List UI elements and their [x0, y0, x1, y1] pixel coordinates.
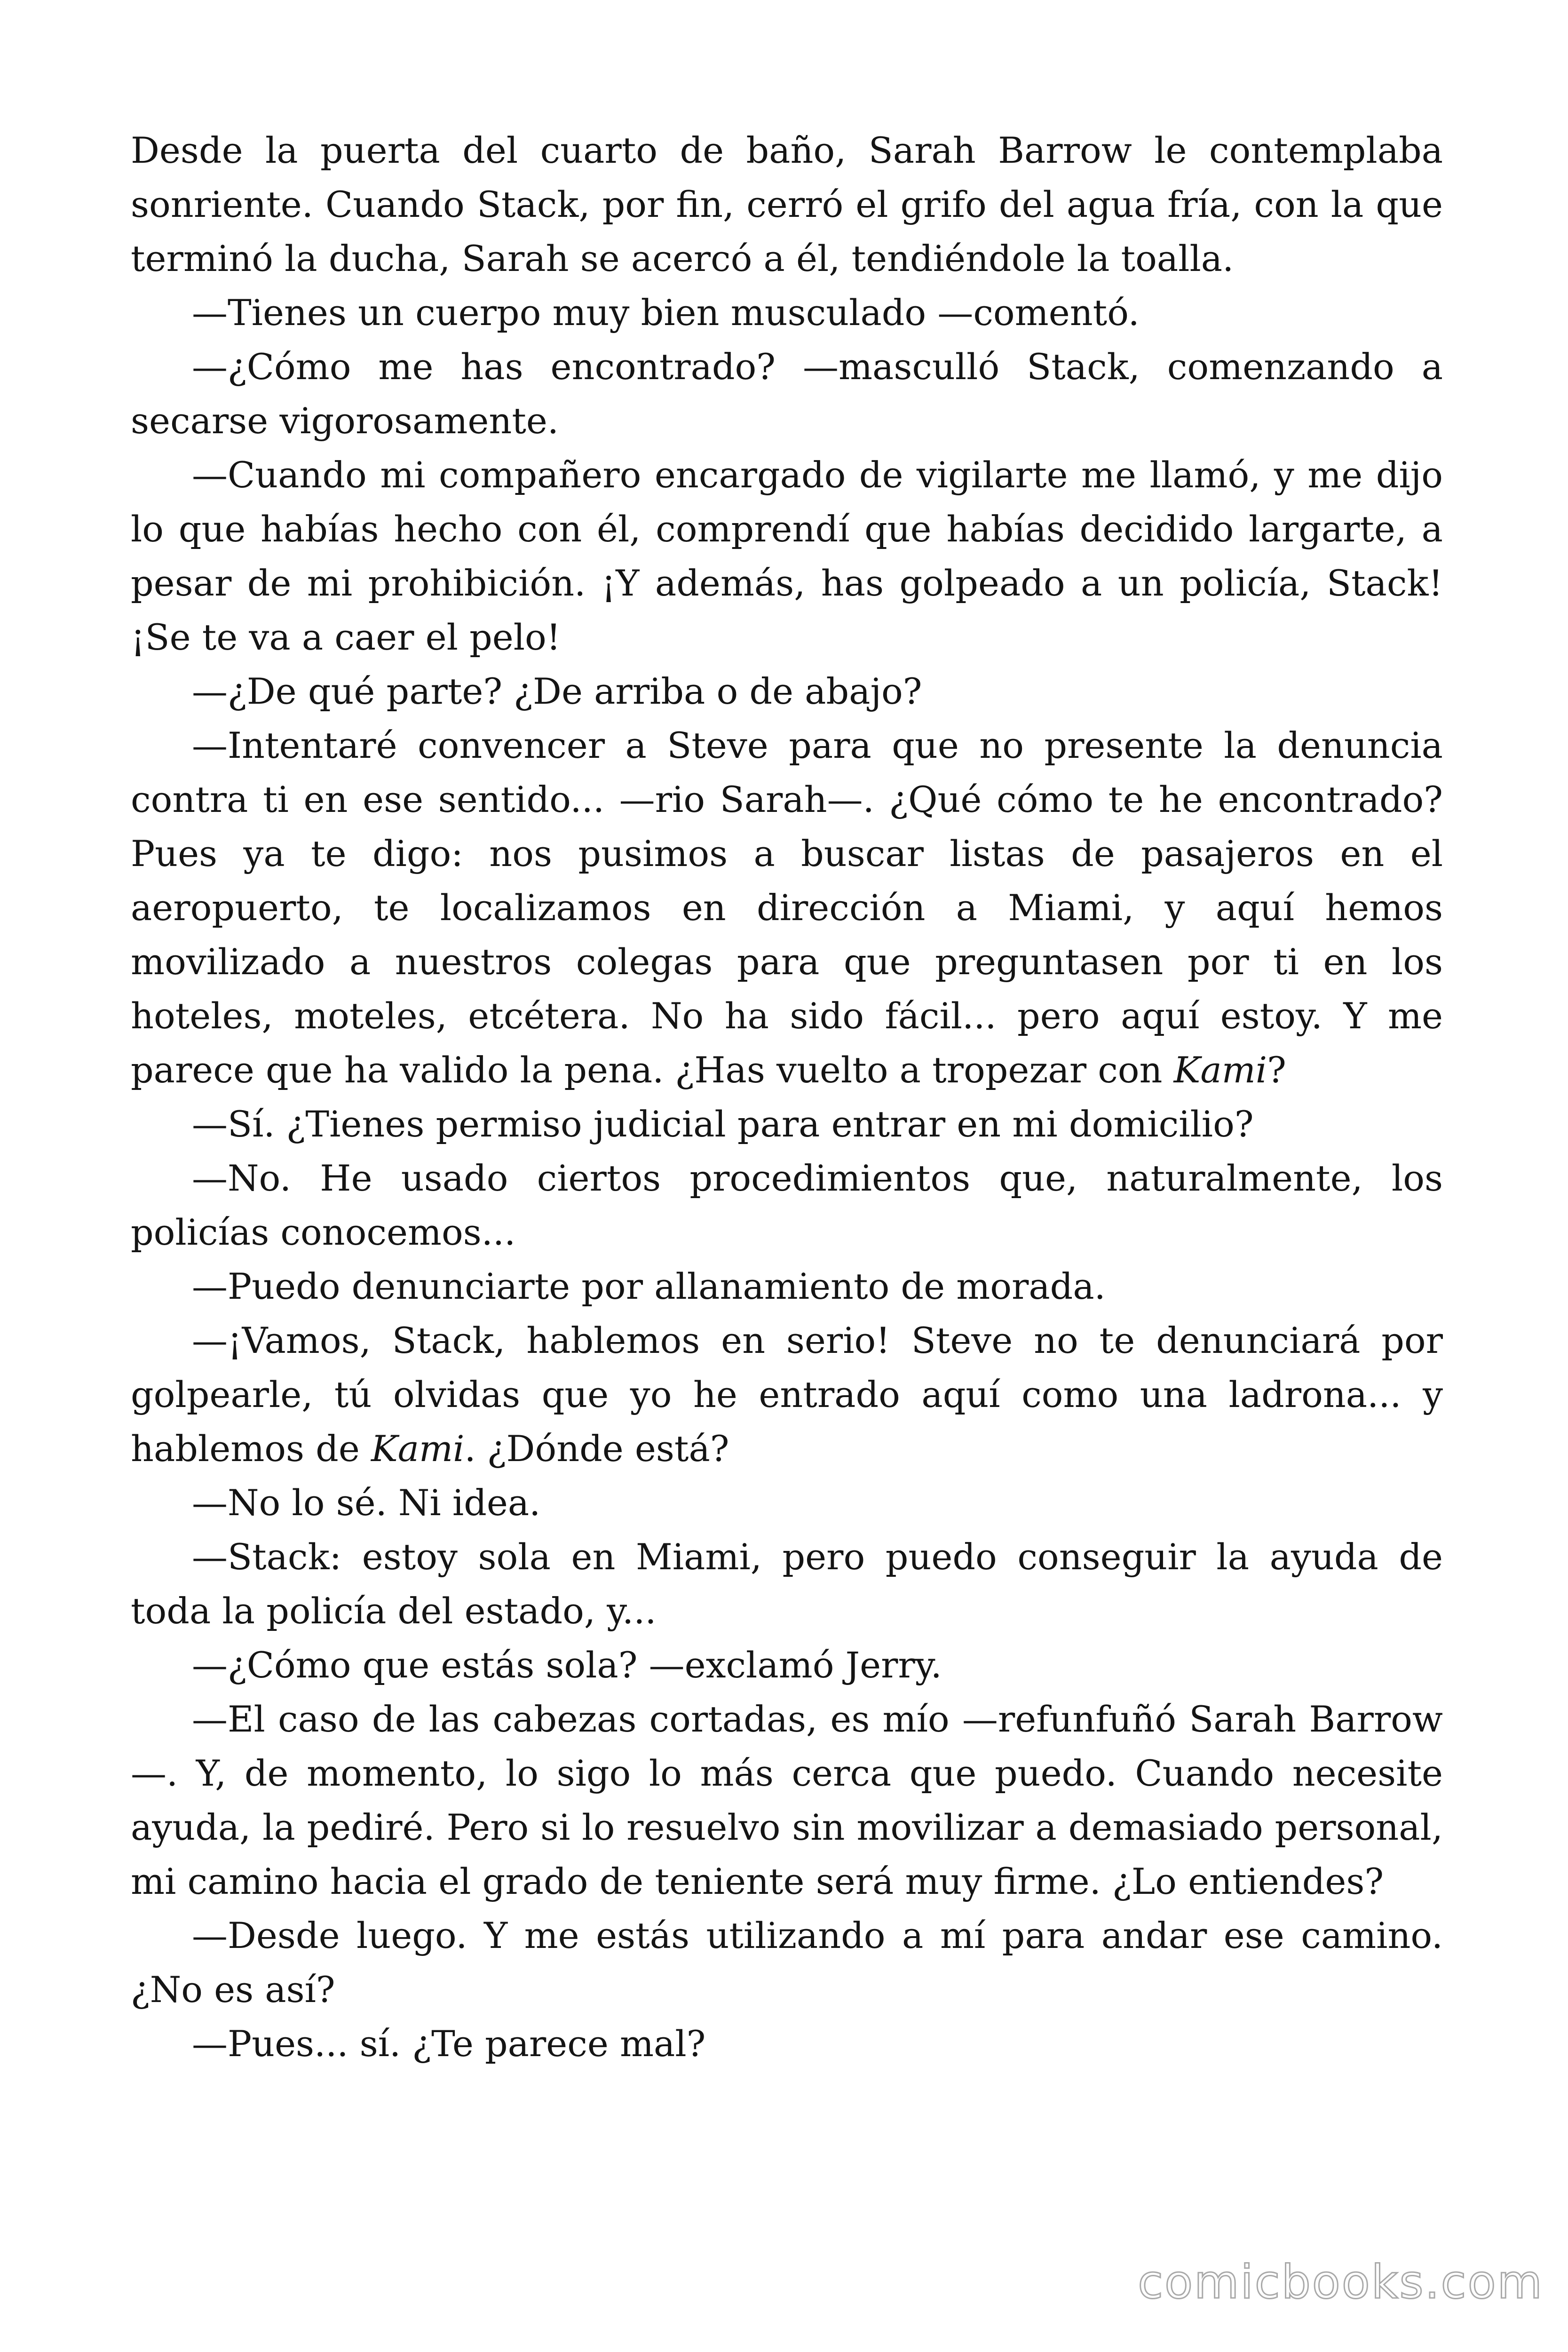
text-run: —Desde luego. Y me estás utilizando a mí para andar ese camino. ¿No es así?: [131, 1915, 1443, 2010]
paragraph: [131, 448, 1443, 664]
paragraph: [131, 123, 1443, 286]
paragraph: [131, 340, 1443, 448]
watermark: comicbooks.com: [1138, 2256, 1544, 2309]
text-run: Desde la puerta del cuarto de baño, Sarah Barrow le contemplaba sonriente. Cuando Stack, por fin, cerró el grifo del agua fría, con la que terminó la ducha, Sarah se acercó a él, tendiéndole la toalla.: [131, 129, 1443, 279]
paragraph: [131, 1638, 1443, 1692]
paragraph: [131, 664, 1443, 718]
paragraph: [131, 2017, 1443, 2071]
page-text: [131, 123, 1443, 2071]
text-run: —El caso de las cabezas cortadas, es mío —refunfuñó Sarah Barrow—. Y, de momento, lo sigo lo más cerca que puedo. Cuando necesite ayuda, la pediré. Pero si lo resuelvo sin movilizar a demasiado personal, mi camino hacia el grado de teniente será muy firme. ¿Lo entiendes?: [131, 1698, 1443, 1902]
paragraph: [131, 1692, 1443, 1908]
text-run: —¿De qué parte? ¿De arriba o de abajo?: [192, 670, 922, 712]
paragraph: [131, 718, 1443, 1097]
text-run: —Intentaré convencer a Steve para que no presente la denuncia contra ti en ese sentido... —rio Sarah—. ¿Qué cómo te he encontrado? Pues ya te digo: nos pusimos a buscar listas de pasajeros en el aeropuerto, te localizamos en dirección a Miami, y aquí hemos movilizado a nuestros colegas para que preguntasen por ti en los hoteles, moteles, etcétera. No ha sido fácil... pero aquí estoy. Y me parece que ha valido la pena. ¿Has vuelto a tropezar con: [131, 724, 1443, 1091]
text-run: —Tienes un cuerpo muy bien musculado —comentó.: [192, 292, 1140, 334]
paragraph: [131, 1313, 1443, 1476]
paragraph: [131, 286, 1443, 340]
text-run: —Stack: estoy sola en Miami, pero puedo conseguir la ayuda de toda la policía del estado, y...: [131, 1536, 1443, 1632]
text-run: —Sí. ¿Tienes permiso judicial para entrar en mi domicilio?: [192, 1103, 1254, 1145]
text-run: —¡Vamos, Stack, hablemos en serio! Steve no te denunciará por golpearle, tú olvidas que yo he entrado aquí como una ladrona... y hablemos de: [131, 1319, 1443, 1470]
text-run: —No. He usado ciertos procedimientos que, naturalmente, los policías conocemos...: [131, 1157, 1443, 1253]
paragraph: [131, 1097, 1443, 1151]
italic-text: Kami: [371, 1428, 465, 1470]
text-run: —Pues... sí. ¿Te parece mal?: [192, 2023, 706, 2065]
text-run: —¿Cómo que estás sola? —exclamó Jerry.: [192, 1644, 942, 1686]
paragraph: [131, 1908, 1443, 2017]
text-run: ?: [1267, 1049, 1286, 1091]
text-run: —No lo sé. Ni idea.: [192, 1482, 541, 1524]
paragraph: [131, 1530, 1443, 1638]
text-run: —¿Cómo me has encontrado? —masculló Stack, comenzando a secarse vigorosamente.: [131, 346, 1443, 442]
paragraph: [131, 1151, 1443, 1259]
paragraph: [131, 1476, 1443, 1530]
text-run: . ¿Dónde está?: [464, 1428, 729, 1470]
paragraph: [131, 1259, 1443, 1313]
text-run: —Puedo denunciarte por allanamiento de morada.: [192, 1265, 1106, 1307]
text-run: —Cuando mi compañero encargado de vigilarte me llamó, y me dijo lo que habías hecho con él, comprendí que habías decidido largarte, a pesar de mi prohibición. ¡Y además, has golpeado a un policía, Stack! ¡Se te va a caer el pelo!: [131, 454, 1443, 658]
italic-text: Kami: [1173, 1049, 1267, 1091]
